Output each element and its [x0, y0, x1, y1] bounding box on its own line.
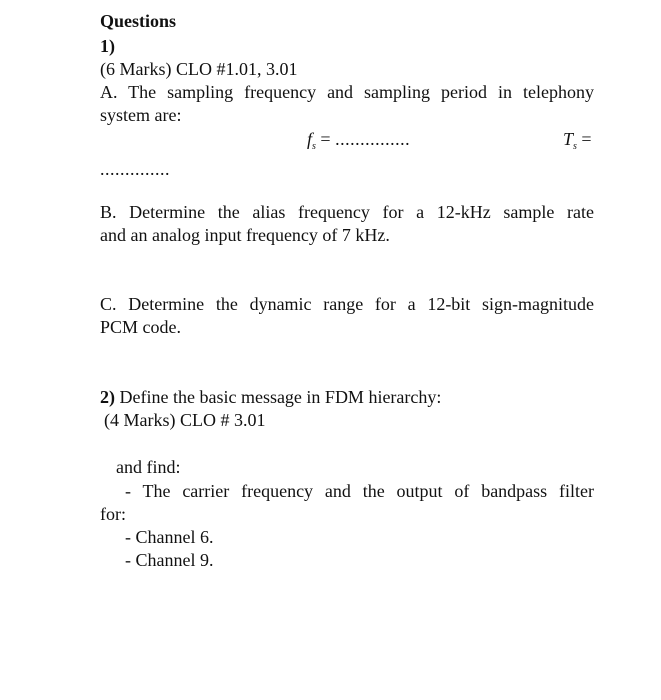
question-2-title: [100, 386, 441, 408]
channel-item: - Channel 9.: [125, 550, 214, 570]
fs-equals: =: [320, 129, 331, 149]
ts-equals: =: [581, 129, 592, 149]
ts-answer-blank: ..............: [100, 159, 170, 179]
part-c-text-line1: C. Determine the dynamic range for a 12-bit sign-magnitude: [100, 294, 594, 314]
question-2-title-text: Define the basic message in FDM hierarchy:: [119, 387, 442, 407]
channel-item: - Channel 6.: [125, 527, 214, 547]
part-b-text-line1: B. Determine the alias frequency for a 12-kHz sample rate: [100, 202, 594, 222]
carrier-frequency-text-line1: - The carrier frequency and the output of bandpass filter: [125, 481, 594, 501]
ts-formula: [563, 128, 592, 158]
question-1-marks: (6 Marks) CLO #1.01, 3.01: [100, 59, 298, 79]
page-heading: Questions: [100, 11, 177, 31]
part-a-text-line2: system are:: [100, 105, 182, 125]
carrier-frequency-text-line2: for:: [100, 504, 126, 524]
question-2-number: 2): [100, 387, 115, 407]
part-c-text-line2: PCM code.: [100, 317, 181, 337]
fs-answer-blank: ...............: [335, 129, 411, 149]
part-b-text-line2: and an analog input frequency of 7 kHz.: [100, 225, 390, 245]
question-1-number: 1): [100, 36, 115, 56]
part-a-text-line1: A. The sampling frequency and sampling period in telephony: [100, 82, 594, 102]
and-find-text: and find:: [116, 457, 181, 477]
fs-formula: [307, 128, 410, 158]
ts-symbol: $T_s$: [563, 129, 577, 152]
fs-symbol: $f_s$: [307, 129, 316, 152]
question-2-marks: (4 Marks) CLO # 3.01: [104, 410, 266, 430]
